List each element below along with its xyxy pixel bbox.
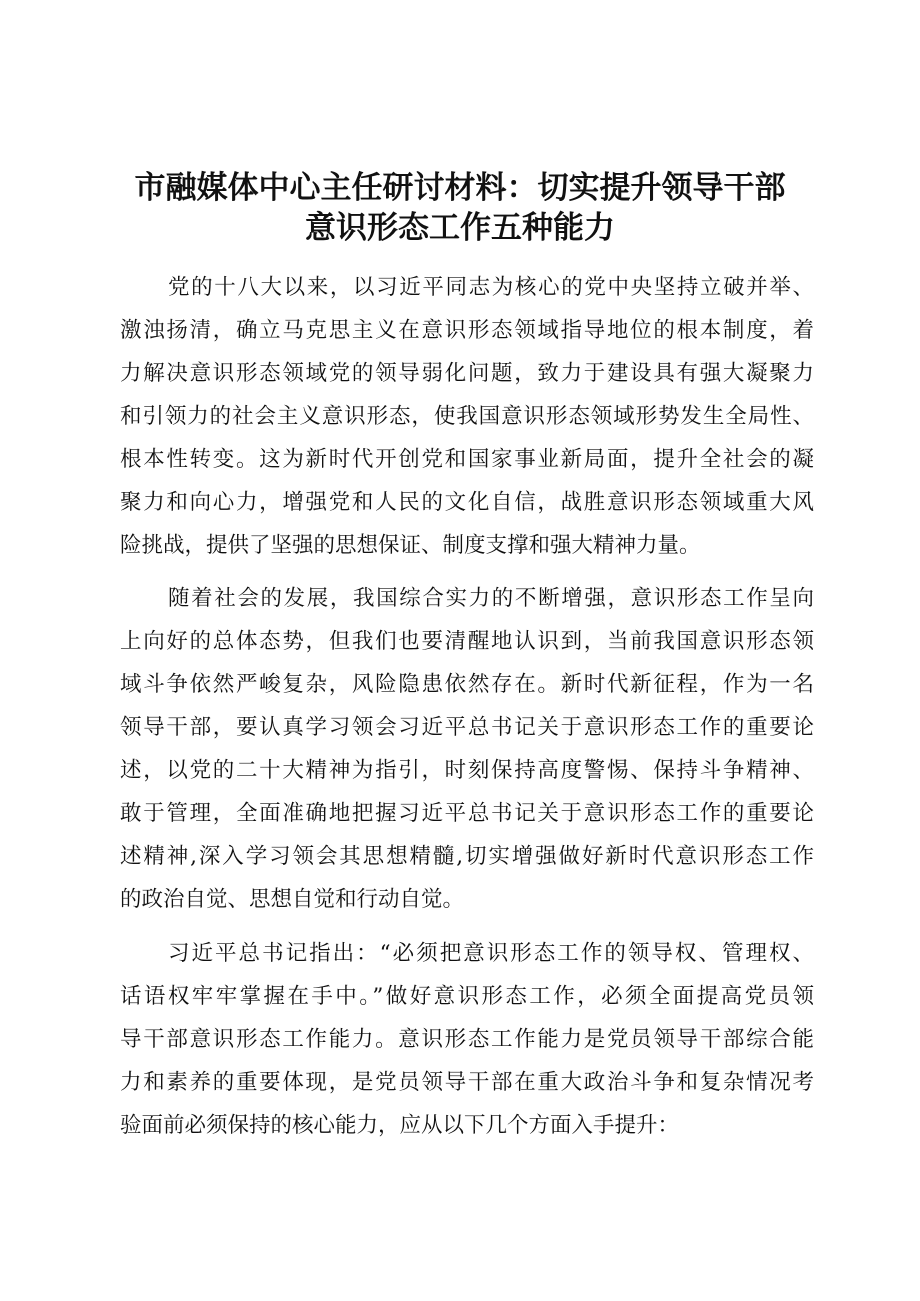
paragraph-line: 险挑战，提供了坚强的思想保证、制度支撑和强大精神力量。 [120, 533, 701, 558]
paragraph-line: 激浊扬清，确立马克思主义在意识形态领域指导地位的根本制度，着 [120, 318, 814, 343]
paragraph-line: 导干部意识形态工作能力。意识形态工作能力是党员领导干部综合能 [120, 1027, 814, 1052]
paragraph-line: 验面前必须保持的核心能力，应从以下几个方面入手提升： [120, 1113, 680, 1138]
paragraph-line: 领导干部，要认真学习领会习近平总书记关于意识形态工作的重要论 [120, 715, 814, 740]
paragraph-line: 域斗争依然严峻复杂，风险隐患依然存在。新时代新征程，作为一名 [120, 672, 814, 697]
paragraph-line: 述，以党的二十大精神为指引，时刻保持高度警惕、保持斗争精神、 [120, 758, 814, 783]
document-title [100, 168, 820, 248]
paragraph-line: 聚力和向心力，增强党和人民的文化自信，战胜意识形态领域重大风 [120, 490, 814, 515]
paragraph-line: 上向好的总体态势，但我们也要清醒地认识到，当前我国意识形态领 [120, 629, 814, 654]
paragraph-2 [120, 577, 814, 921]
paragraph-line: 根本性转变。这为新时代开创党和国家事业新局面，提升全社会的凝 [120, 447, 814, 472]
paragraph-line: 随着社会的发展，我国综合实力的不断增强，意识形态工作呈向 [168, 586, 814, 611]
paragraph-line: 习近平总书记指出：“必须把意识形态工作的领导权、管理权、 [168, 941, 814, 966]
paragraph-line: 的政治自觉、思想自觉和行动自觉。 [120, 887, 465, 912]
paragraph-line: 党的十八大以来，以习近平同志为核心的党中央坚持立破并举、 [168, 275, 814, 300]
paragraph-line: 话语权牢牢掌握在手中。”做好意识形态工作，必须全面提高党员领 [120, 984, 814, 1009]
paragraph-line: 敢于管理，全面准确地把握习近平总书记关于意识形态工作的重要论 [120, 801, 814, 826]
paragraph-line: 力解决意识形态领域党的领导弱化问题，致力于建设具有强大凝聚力 [120, 361, 814, 386]
paragraph-line: 和引领力的社会主义意识形态，使我国意识形态领域形势发生全局性、 [120, 404, 814, 429]
paragraph-1 [120, 266, 814, 567]
paragraph-3 [120, 932, 814, 1147]
paragraph-line: 述精神,深入学习领会其思想精髓,切实增强做好新时代意识形态工作 [120, 844, 814, 869]
paragraph-line: 力和素养的重要体现，是党员领导干部在重大政治斗争和复杂情况考 [120, 1070, 814, 1095]
title-line-1: 市融媒体中心主任研讨材料：切实提升领导干部 [134, 170, 786, 206]
title-line-2: 意识形态工作五种能力 [305, 210, 615, 246]
